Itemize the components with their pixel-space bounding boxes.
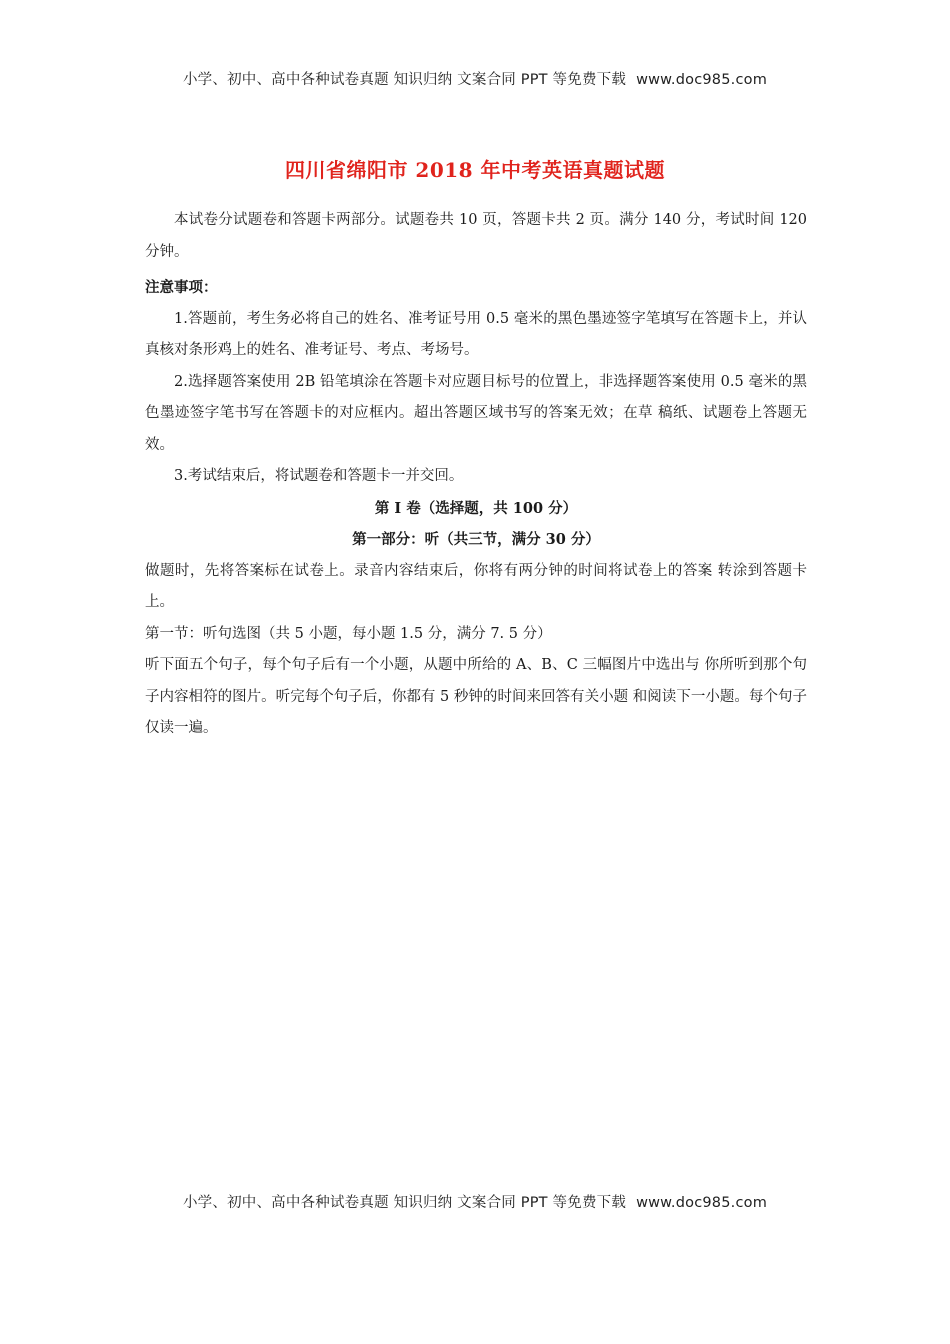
header-banner-url[interactable]: www.doc985.com [636, 72, 768, 88]
part-instruction: 做题时，先将答案标在试卷上。录音内容结束后，你将有两分钟的时间将试卷上的答案 转涂到答题卡上。 [145, 562, 807, 610]
notice-item-3: 3.考试结束后，将试题卷和答题卡一并交回。 [174, 468, 464, 484]
section-instruction: 听下面五个句子，每个句子后有一个小题，从题中所给的 A、B、C 三幅图片中选出与 你所听到那个句子内容相符的图片。听完每个句子后，你都有 5 秒钟的时间来回答有关小题 和阅读下一小题。每个句子仅读一遍。 [145, 657, 807, 736]
section-title: 第一节：听句选图（共 5 小题，每小题 1.5 分，满分 7. 5 分） [145, 625, 552, 642]
header-banner-text: 小学、初中、高中各种试卷真题 知识归纳 文案合同 PPT 等免费下载 [182, 72, 627, 88]
header-banner [0, 68, 950, 89]
notice-item-1: 1.答题前，考生务必将自己的姓名、准考证号用 0.5 毫米的黑色墨迹签字笔填写在答题卡上，并认真核对条形鸡上的姓名、准考证号、考点、考场号。 [145, 310, 807, 358]
footer-banner-url[interactable]: www.doc985.com [636, 1195, 768, 1211]
footer-banner-text: 小学、初中、高中各种试卷真题 知识归纳 文案合同 PPT 等免费下载 [182, 1195, 627, 1211]
notice-heading: 注意事项： [145, 279, 218, 296]
intro-paragraph: 本试卷分试题卷和答题卡两部分。试题卷共 10 页，答题卡共 2 页。满分 140 分，考试时间 120 分钟。 [145, 212, 807, 260]
volume-title: 第 I 卷（选择题，共 100 分） [374, 499, 578, 517]
document-body [145, 205, 807, 745]
notice-item-2: 2.选择题答案使用 2B 铅笔填涂在答题卡对应题目标号的位置上，非选择题答案使用 0.5 毫米的黑色墨迹签字笔书写在答题卡的对应框内。超出答题区域书写的答案无效；在草 稿纸、试题卷上答题无效。 [145, 373, 807, 453]
footer-banner [0, 1191, 950, 1212]
document-title: 四川省绵阳市 2018 年中考英语真题试题 [284, 158, 666, 182]
part-title: 第一部分：听（共三节，满分 30 分） [352, 531, 600, 548]
